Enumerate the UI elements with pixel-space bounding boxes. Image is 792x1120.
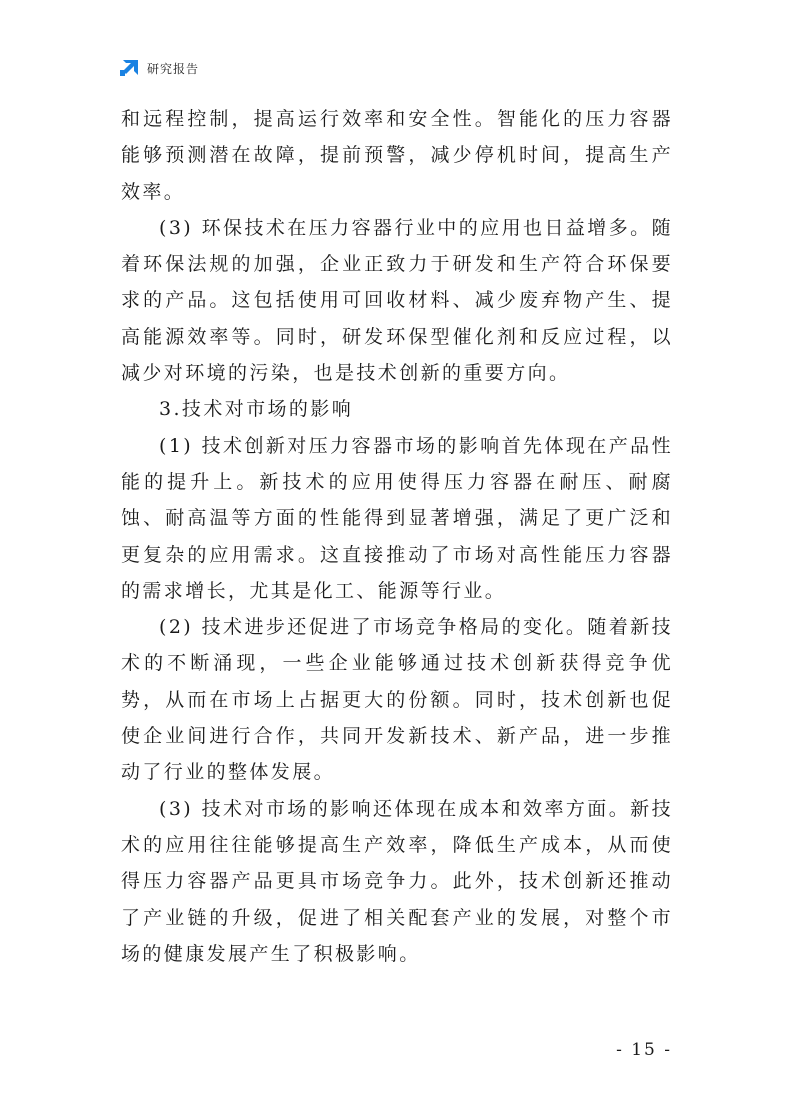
- page-number: - 15 -: [616, 1040, 672, 1060]
- section-heading: 3.技术对市场的影响: [159, 398, 354, 421]
- paragraph-continuation: 和远程控制，提高运行效率和安全性。智能化的压力容器能够预测潜在故障，提前预警，减少停机时间，提高生产效率。: [121, 108, 673, 203]
- paragraph-competition: (2) 技术进步还促进了市场竞争格局的变化。随着新技术的不断涌现，一些企业能够通过技术创新获得竞争优势，从而在市场上占据更大的份额。同时，技术创新也促使企业间进行合作，共同开发新技术、新产品，进一步推动了行业的整体发展。: [121, 616, 673, 784]
- paragraph-cost-efficiency: (3) 技术对市场的影响还体现在成本和效率方面。新技术的应用往往能够提高生产效率，降低生产成本，从而使得压力容器产品更具市场竞争力。此外，技术创新还推动了产业链的升级，促进了相关配套产业的发展，对整个市场的健康发展产生了积极影响。: [121, 797, 673, 965]
- document-body: [121, 101, 673, 972]
- report-header: [119, 56, 199, 80]
- paragraph-environmental-tech: (3) 环保技术在压力容器行业中的应用也日益增多。随着环保法规的加强，企业正致力于研发和生产符合环保要求的产品。这包括使用可回收材料、减少废弃物产生、提高能源效率等。同时，研发环保型催化剂和反应过程，以减少对环境的污染，也是技术创新的重要方向。: [121, 216, 673, 385]
- header-title: 研究报告: [147, 61, 200, 76]
- paragraph-product-performance: (1) 技术创新对压力容器市场的影响首先体现在产品性能的提升上。新技术的应用使得压力容器在耐压、耐腐蚀、耐高温等方面的性能得到显著增强，满足了更广泛和更复杂的应用需求。这直接推动了市场对高性能压力容器的需求增长，尤其是化工、能源等行业。: [121, 434, 673, 602]
- arrow-up-right-logo-icon: [119, 57, 141, 79]
